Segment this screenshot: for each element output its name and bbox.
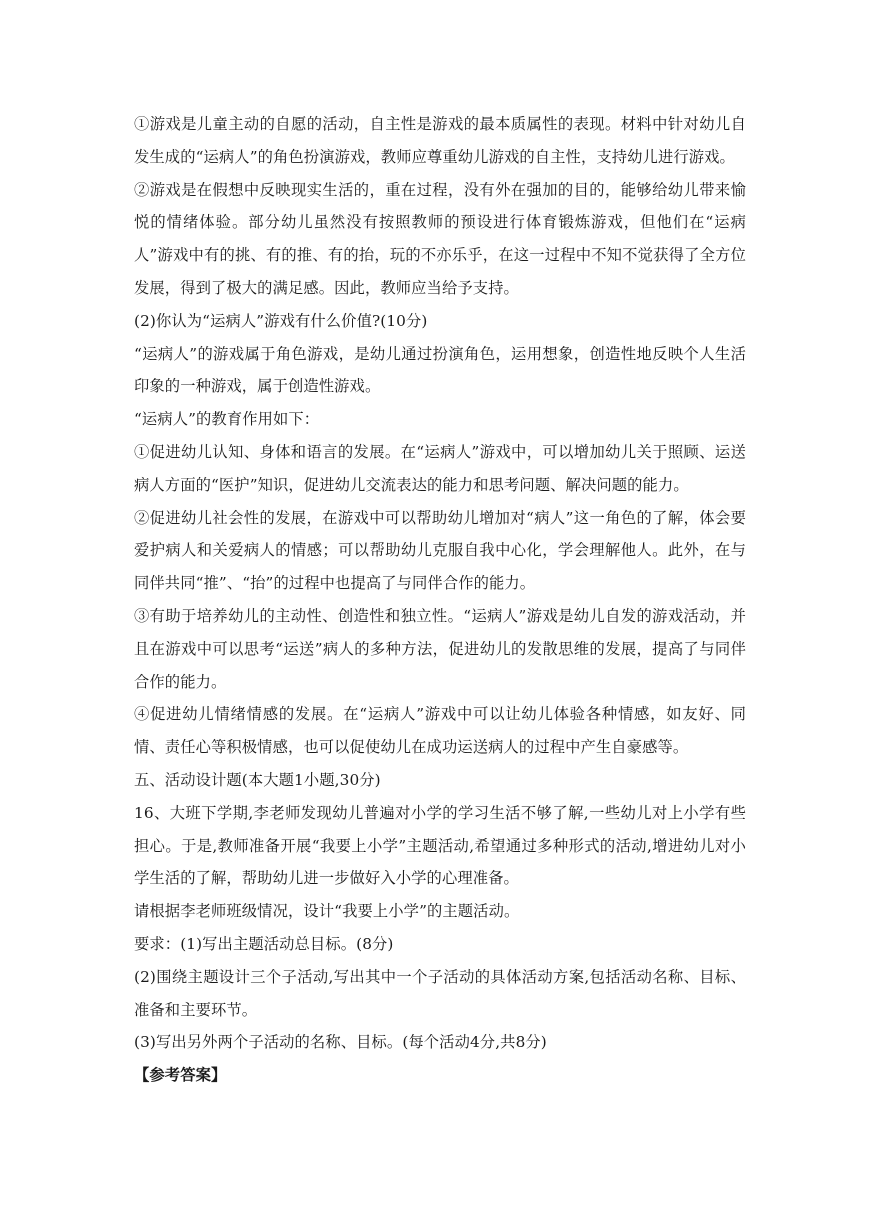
paragraph-game-autonomy: ①游戏是儿童主动的自愿的活动，自主性是游戏的最本质属性的表现。材料中针对幼儿自发生成的“运病人”的角色扮演游戏，教师应尊重幼儿游戏的自主性，支持幼儿进行游戏。: [134, 115, 746, 166]
paragraph-educational-effects-intro: “运病人”的教育作用如下：: [134, 410, 320, 429]
paragraph-effect-social: ②促进幼儿社会性的发展，在游戏中可以帮助幼儿增加对“病人”这一角色的了解，体会要爱护病人和关爱病人的情感；可以帮助幼儿克服自我中心化，学会理解他人。此外，在与同伴共同“推”、“抬”的过程中也提高了与同伴合作的能力。: [134, 508, 746, 593]
paragraph-effect-initiative: ③有助于培养幼儿的主动性、创造性和独立性。“运病人”游戏是幼儿自发的游戏活动，并且在游戏中可以思考“运送”病人的多种方法，促进幼儿的发散思维的发展，提高了与同伴合作的能力。: [134, 606, 746, 691]
reference-answer-heading: 【参考答案】: [134, 1066, 227, 1085]
document-body: [134, 108, 746, 1092]
requirement-2: (2)围绕主题设计三个子活动,写出其中一个子活动的具体活动方案,包括活动名称、目标、准备和主要环节。: [134, 967, 746, 1019]
paragraph-effect-cognitive: ①促进幼儿认知、身体和语言的发展。在“运病人”游戏中，可以增加幼儿关于照顾、运送病人方面的“医护”知识，促进幼儿交流表达的能力和思考问题、解决问题的能力。: [134, 442, 746, 494]
question-16-task: 请根据李老师班级情况，设计“我要上小学”的主题活动。: [134, 902, 520, 921]
requirement-1: 要求：(1)写出主题活动总目标。(8分): [134, 934, 394, 953]
question-16-prompt: 16、大班下学期,李老师发现幼儿普遍对小学的学习生活不够了解,一些幼儿对上小学有些担心。于是,教师准备开展“我要上小学”主题活动,希望通过多种形式的活动,增进幼儿对小学生活的了解，帮助幼儿进一步做好入小学的心理准备。: [134, 803, 746, 888]
section-5-heading: 五、活动设计题(本大题1小题,30分): [134, 770, 381, 789]
requirement-3: (3)写出另外两个子活动的名称、目标。(每个活动4分,共8分): [134, 1033, 547, 1052]
paragraph-role-play-definition: “运病人”的游戏属于角色游戏，是幼儿通过扮演角色，运用想象，创造性地反映个人生活印象的一种游戏，属于创造性游戏。: [134, 344, 746, 396]
paragraph-effect-emotion: ④促进幼儿情绪情感的发展。在“运病人”游戏中可以让幼儿体验各种情感，如友好、同情、责任心等积极情感，也可以促使幼儿在成功运送病人的过程中产生自豪感等。: [134, 705, 746, 757]
question-2-heading: (2)你认为“运病人”游戏有什么价值?(10分): [134, 311, 428, 330]
paragraph-game-reality: ②游戏是在假想中反映现实生活的，重在过程，没有外在强加的目的，能够给幼儿带来愉悦的情绪体验。部分幼儿虽然没有按照教师的预设进行体育锻炼游戏，但他们在“运病人”游戏中有的挑、有的推、有的抬，玩的不亦乐乎，在这一过程中不知不觉获得了全方位发展，得到了极大的满足感。因此，教师应当给予支持。: [134, 180, 746, 297]
